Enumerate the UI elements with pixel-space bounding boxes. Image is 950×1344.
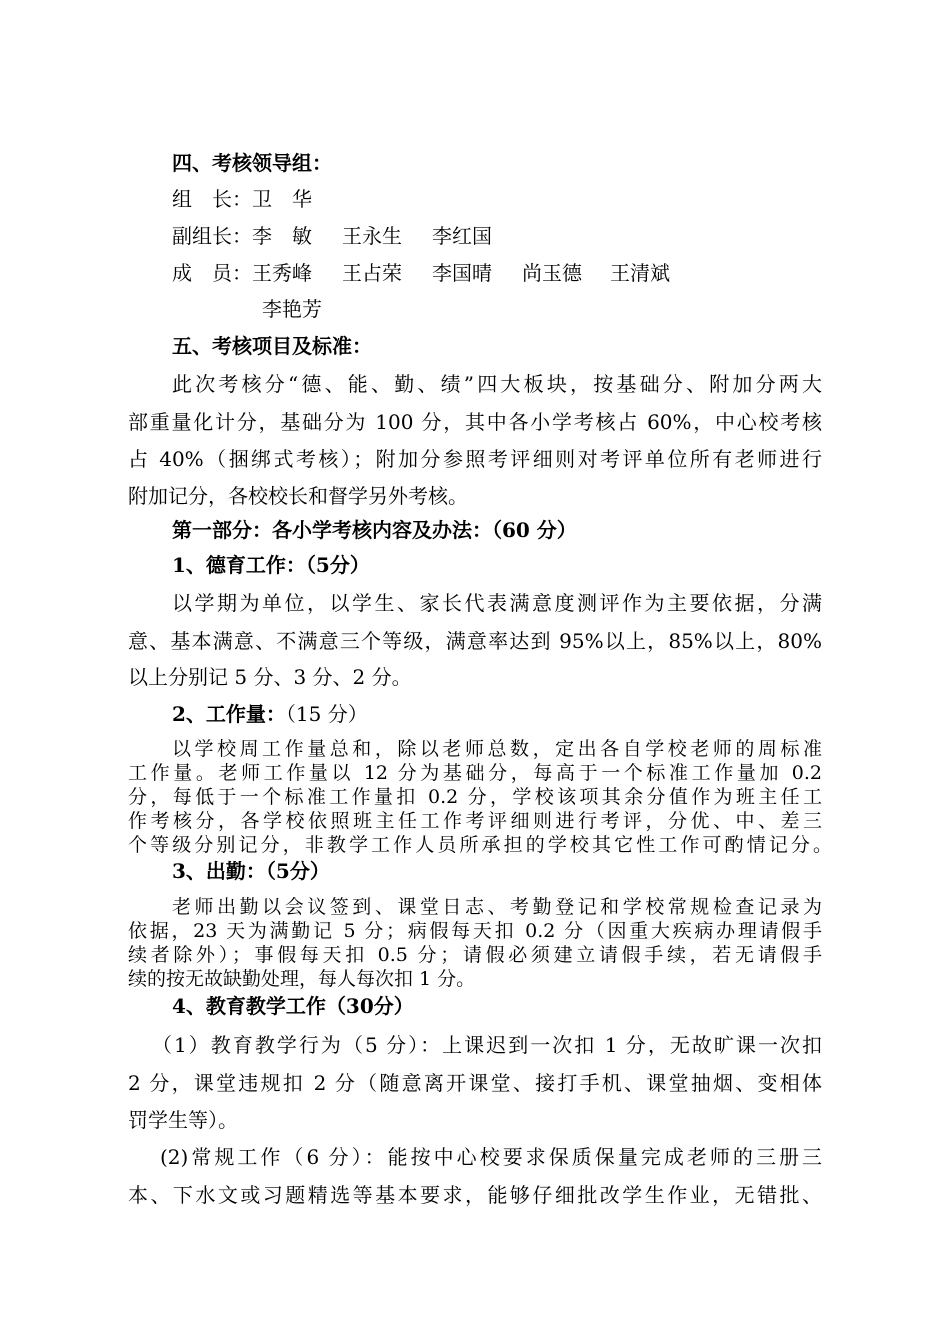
section-5-heading: 五、考核项目及标准： xyxy=(172,334,372,358)
members-label: 成 员： xyxy=(172,261,252,285)
leader-row xyxy=(172,183,312,212)
paragraph-line: （1）教育教学行为（5 分）：上课迟到一次扣 1 分，无故旷课一次扣 xyxy=(152,1033,822,1057)
deputy-row xyxy=(172,220,492,249)
paragraph-line: 此次考核分“德、能、勤、绩”四大板块，按基础分、附加分两大 xyxy=(172,372,822,396)
subsection-heading-score: （15 分） xyxy=(285,702,368,726)
deputy-name: 李 敏 xyxy=(252,224,312,248)
paragraph-line: 续者除外）；事假每天扣 0.5 分；请假必须建立请假手续，若无请假手 xyxy=(128,944,822,966)
part-1-heading: 第一部分：各小学考核内容及办法：（60 分） xyxy=(172,518,577,542)
subsection-heading xyxy=(172,698,368,727)
paragraph-line: 意、基本满意、不满意三个等级，满意率达到 95%以上，85%以上，80% xyxy=(128,629,822,653)
paragraph-line: 续的按无故缺勤处理，每人每次扣 1 分。 xyxy=(128,968,476,990)
subsection-heading-bold: 2、工作量： xyxy=(172,702,286,726)
leader-label: 组 长： xyxy=(172,187,252,211)
paragraph-line: 占 40%（捆绑式考核）；附加分参照考评细则对考评单位所有老师进行 xyxy=(128,447,822,471)
paragraph-line: 以学校周工作量总和，除以老师总数，定出各自学校老师的周标准 xyxy=(172,738,822,760)
deputy-name: 李红国 xyxy=(432,224,492,248)
subsection-heading: 4、教育教学工作（30分） xyxy=(172,994,414,1018)
deputy-name: 王永生 xyxy=(342,224,402,248)
paragraph-line: 2 分，课堂违规扣 2 分（随意离开课堂、接打手机、课堂抽烟、变相体 xyxy=(128,1071,822,1095)
members-row xyxy=(172,257,670,286)
paragraph-line: 分，每低于一个标准工作量扣 0.2 分，学校该项其余分值作为班主任工 xyxy=(128,786,822,808)
member-name: 李国晴 xyxy=(432,261,492,285)
paragraph-line: 罚学生等）。 xyxy=(128,1108,238,1132)
paragraph-line: 部重量化计分，基础分为 100 分，其中各小学考核占 60%，中心校考核 xyxy=(128,410,822,434)
deputy-label: 副组长： xyxy=(172,224,252,248)
paragraph-line: 以上分别记 5 分、3 分、2 分。 xyxy=(128,665,412,689)
section-4-heading: 四、考核领导组： xyxy=(172,151,332,175)
member-name: 王秀峰 xyxy=(252,261,312,285)
paragraph-line: 工作量。老师工作量以 12 分为基础分，每高于一个标准工作量加 0.2 xyxy=(128,762,822,784)
paragraph-line: 老师出勤以会议签到、课堂日志、考勤登记和学校常规检查记录为 xyxy=(172,896,822,918)
paragraph-line: 作考核分，各学校依照班主任工作考评细则进行考评，分优、中、差三 xyxy=(128,810,822,832)
paragraph-line: 本、下水文或习题精选等基本要求，能够仔细批改学生作业，无错批、 xyxy=(128,1183,822,1207)
paragraph-line: 附加记分，各校校长和督学另外考核。 xyxy=(128,484,468,508)
subsection-heading: 3、出勤：（5分） xyxy=(172,859,330,883)
member-name: 尚玉德 xyxy=(522,261,582,285)
member-name: 李艳芳 xyxy=(262,297,322,321)
member-name: 王占荣 xyxy=(342,261,402,285)
paragraph-line: 以学期为单位，以学生、家长代表满意度测评作为主要依据，分满 xyxy=(172,591,822,615)
paragraph-line: 个等级分别记分，非教学工作人员所承担的学校其它性工作可酌情记分。 xyxy=(128,834,832,856)
subsection-heading: 1、德育工作：（5分） xyxy=(172,553,370,577)
leader-name: 卫 华 xyxy=(252,187,312,211)
member-name: 王清斌 xyxy=(610,261,670,285)
paragraph-line: 依据，23 天为满勤记 5 分；病假每天扣 0.2 分（因重大疾病办理请假手 xyxy=(128,920,822,942)
paragraph-line: (2)常规工作（6 分）：能按中心校要求保质保量完成老师的三册三 xyxy=(160,1145,822,1169)
